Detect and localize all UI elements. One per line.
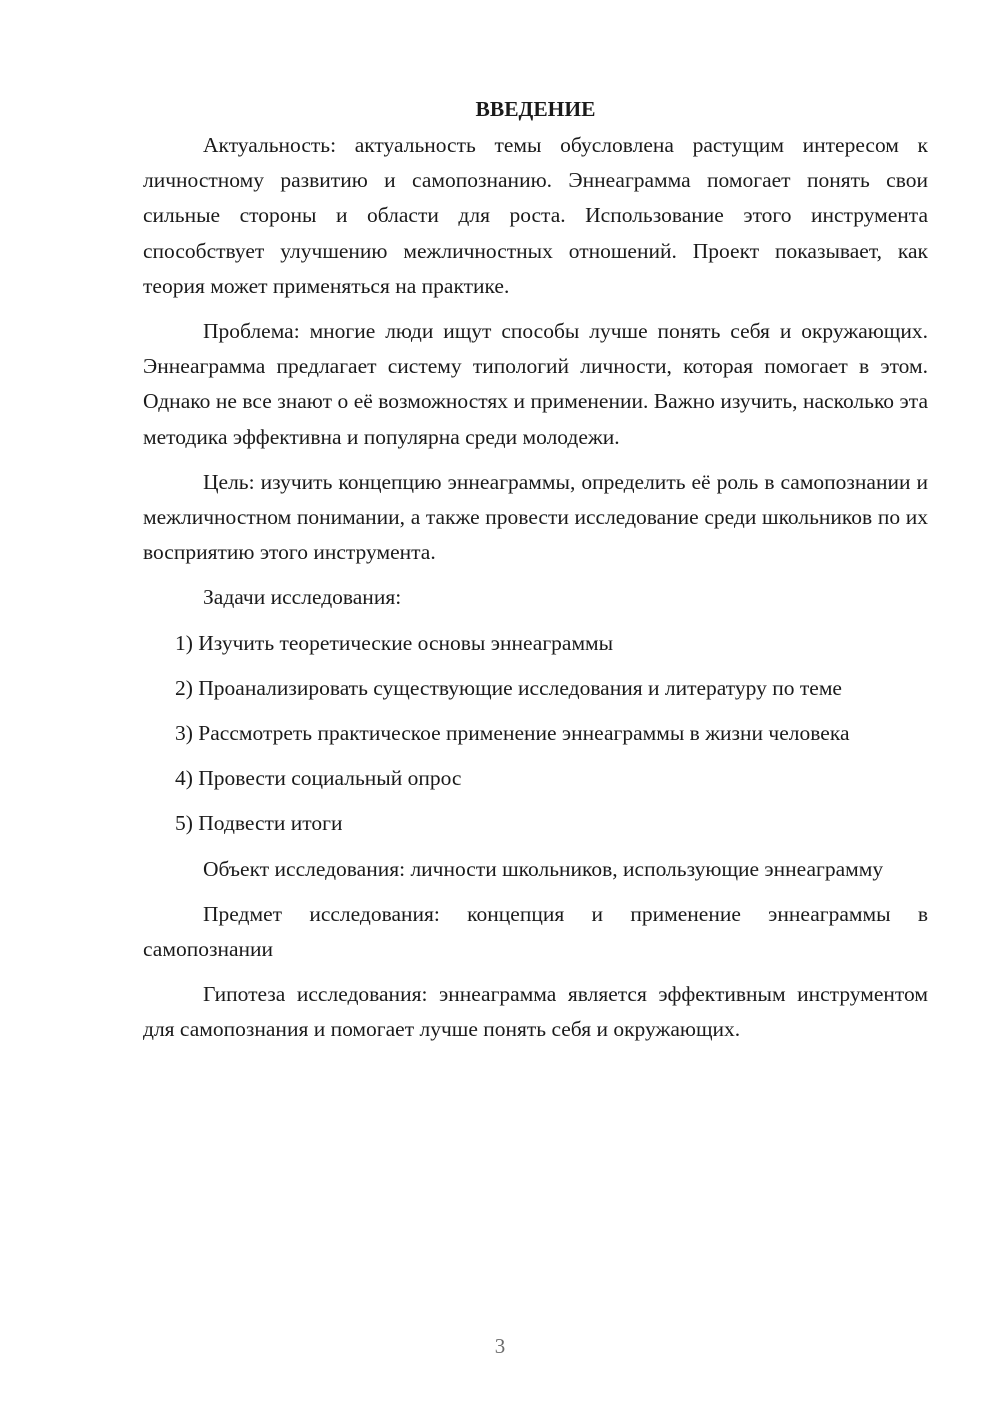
tasks-title: Задачи исследования:	[203, 585, 402, 610]
paragraph-object: Объект исследования: личности школьников, использующие эннеаграмму	[203, 856, 884, 881]
paragraph-subject: Предмет исследования: концепция и применение эннеаграммы в самопознании	[143, 901, 928, 962]
task-item: 5) Подвести итоги	[175, 811, 343, 836]
paragraph-relevance: Актуальность: актуальность темы обусловлена растущим интересом к личностному развитию и самопознанию. Эннеаграмма помогает понять свои сильные стороны и области для роста. Использование этого инструмента способствует улучшению межличностных отношений. Проект показывает, как теория может применяться на практике.	[143, 133, 928, 298]
paragraph-goal: Цель: изучить концепцию эннеаграммы, определить её роль в самопознании и межличностном понимании, а также провести исследование среди школьников по их восприятию этого инструмента.	[143, 469, 928, 565]
task-item: 3) Рассмотреть практическое применение эннеаграммы в жизни человека	[175, 721, 850, 746]
task-item: 1) Изучить теоретические основы эннеаграммы	[175, 630, 614, 655]
paragraph-problem: Проблема: многие люди ищут способы лучше понять себя и окружающих. Эннеаграмма предлагает систему типологий личности, которая помогает в этом. Однако не все знают о её возможностях и применении. Важно изучить, насколько эта методика эффективна и популярна среди молодежи.	[143, 319, 928, 449]
task-item: 4) Провести социальный опрос	[175, 766, 462, 791]
task-item: 2) Проанализировать существующие исследования и литературу по теме	[175, 675, 842, 700]
page-number: 3	[494, 1334, 506, 1358]
section-heading: ВВЕДЕНИЕ	[475, 97, 596, 121]
paragraph-hypothesis: Гипотеза исследования: эннеаграмма является эффективным инструментом для самопознания и помогает лучше понять себя и окружающих.	[143, 982, 928, 1042]
page-content	[143, 92, 928, 1048]
